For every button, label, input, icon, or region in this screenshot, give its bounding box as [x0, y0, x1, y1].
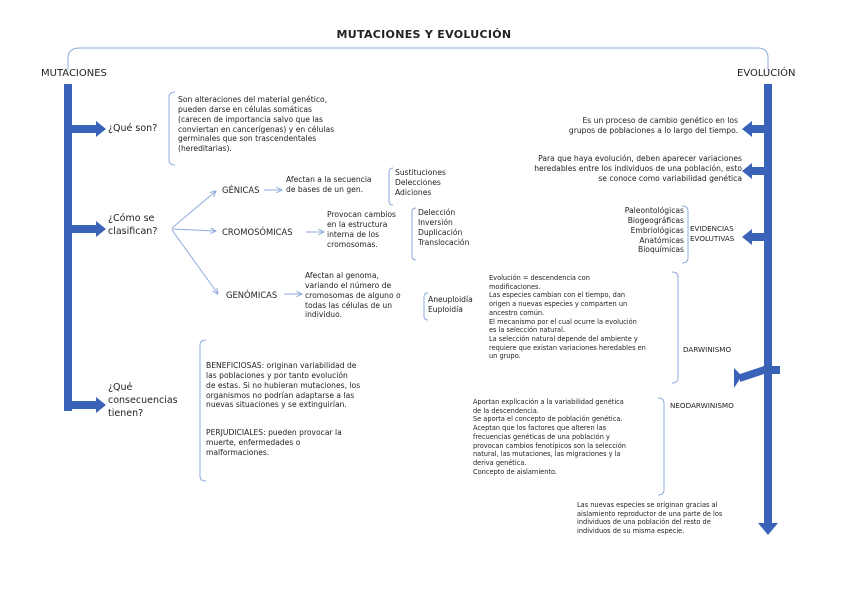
evolucion-definicion: Es un proceso de cambio genético en los grupos de poblaciones a lo largo del tiempo.	[568, 116, 738, 135]
consecuencias-perjudiciales: PERJUDICIALES: pueden provocar la muerte, enfermedades o malformaciones.	[206, 428, 342, 457]
question-que-son: ¿Qué son?	[108, 123, 158, 134]
genicas-subtypes: Sustituciones Delecciones Adiciones	[395, 168, 446, 197]
cromosomicas-subtypes: Delección Inversión Duplicación Translocación	[418, 208, 470, 247]
title-bracket	[68, 48, 768, 70]
mutaciones-spine	[64, 84, 106, 413]
page-title: MUTACIONES Y EVOLUCIÓN	[336, 28, 512, 41]
neodarwinismo-label: NEODARWINISMO	[670, 401, 734, 410]
type-cromosomicas: CROMOSÓMICAS	[222, 227, 293, 237]
evolucion-condicion: Para que haya evolución, deben aparecer variaciones heredables entre los individuos de una población, esto se conoce como variabilidad genética	[534, 154, 742, 183]
connector-lines	[172, 190, 324, 294]
genomicas-subtypes: Aneuploidía Euploidía	[428, 295, 473, 314]
question-consecuencias: ¿Qué consecuencias tienen?	[108, 382, 178, 419]
evolucion-header: EVOLUCIÓN	[737, 68, 796, 79]
type-genomicas: GENÓMICAS	[226, 290, 278, 300]
evolucion-spine	[734, 84, 780, 535]
neodarwinismo-text: Aportan explicación a la variabilidad genética de la descendencia. Se aporta el concepto de población genética. Aceptan que los factores que alteren las frecuencias genéticas de una población y provocan cambios fenotípicos son la selección natural, las mutaciones, las migraciones y la deriva genética. Concepto de aislamiento.	[473, 398, 626, 476]
genicas-description: Afectan a la secuencia de bases de un gen.	[286, 175, 372, 194]
consecuencias-beneficiosas: BENEFICIOSAS: originan variabilidad de las poblaciones y por tanto evolución de estas. Si no hubieran mutaciones, los organismos no podrían adaptarse a las nuevas situaciones y se extinguirían.	[206, 361, 361, 410]
que-son-answer: Son alteraciones del material genético, pueden darse en células somáticas (carecen de importancia salvo que las conviertan en cancerígenas) y en células germinales que son trascendentales (hereditarias).	[178, 95, 335, 154]
darwinismo-label: DARWINISMO	[683, 345, 732, 354]
evidencias-label: EVIDENCIAS EVOLUTIVAS	[690, 224, 735, 243]
type-genicas: GÉNICAS	[222, 185, 260, 195]
darwinismo-text: Evolución = descendencia con modificaciones. Las especies cambian con el tiempo, dan origen a nuevas especies y comparten un ancestro común. El mecanismo por el cual ocurre la evolución es la selección natural. La selección natural depende del ambiente y requiere que existan variaciones heredables en un grupo.	[489, 274, 646, 361]
evidencias-items: Paleontológicas Biogeográficas Embriológicas Anatómicas Bioquímicas	[624, 206, 684, 255]
cromosomicas-description: Provocan cambios en la estructura interna de los cromosomas.	[327, 210, 396, 249]
genomicas-description: Afectan al genoma, variando el número de cromosomas de alguno o todas las células de un individuo.	[305, 271, 401, 320]
especiacion-text: Las nuevas especies se originan gracias al aislamiento reproductor de una parte de los individuos de una población del resto de individuos de su misma especie.	[577, 501, 723, 536]
question-como-se-clasifican: ¿Cómo se clasifican?	[108, 213, 158, 237]
mutaciones-header: MUTACIONES	[41, 68, 107, 79]
